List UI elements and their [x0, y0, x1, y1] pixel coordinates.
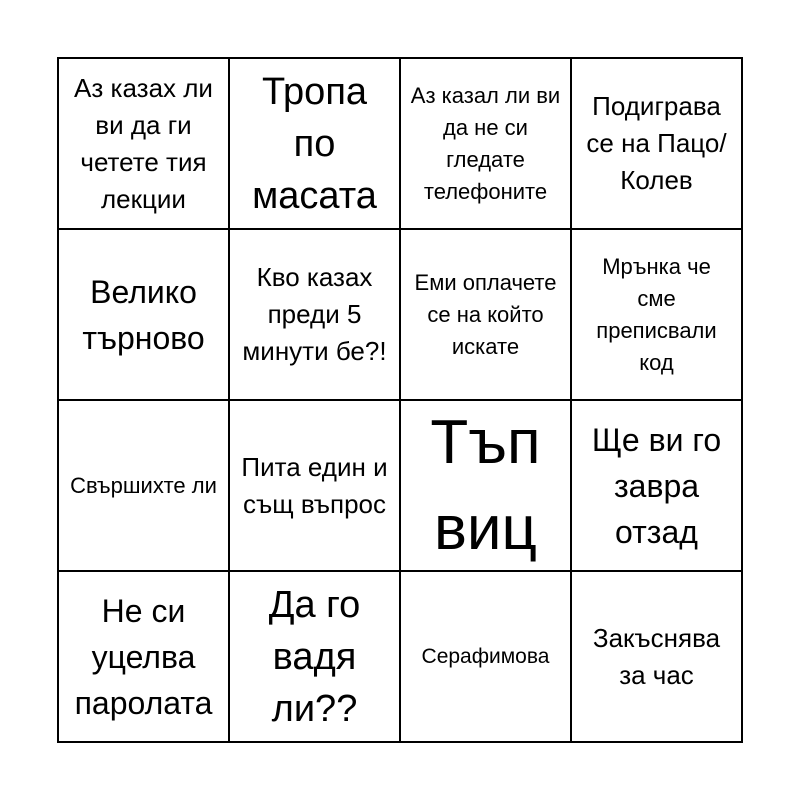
bingo-cell-r3c4[interactable]	[572, 401, 743, 572]
cell-text: Аз казал ли ви да не си гледате телефоните	[410, 82, 561, 204]
bingo-cell-r3c3-free[interactable]	[401, 401, 572, 572]
cell-text: Тропа по масата	[252, 70, 377, 217]
bingo-cell-r1c2[interactable]	[230, 59, 401, 230]
cell-text: Не си уцелва паролата	[74, 592, 213, 721]
cell-text: Ще ви го завра отзад	[591, 421, 722, 550]
bingo-cell-r1c4[interactable]	[572, 59, 743, 230]
bingo-board	[57, 57, 743, 743]
bingo-cell-r1c1[interactable]	[59, 59, 230, 230]
cell-text: Еми оплачете се на който искате	[414, 269, 557, 359]
bingo-cell-r4c4[interactable]	[572, 572, 743, 743]
bingo-cell-r2c1[interactable]	[59, 230, 230, 401]
bingo-cell-r4c2[interactable]	[230, 572, 401, 743]
bingo-cell-r2c2[interactable]	[230, 230, 401, 401]
cell-text: Пита един и същ въпрос	[241, 451, 388, 519]
cell-text: Закъснява за час	[592, 622, 721, 690]
bingo-cell-r2c4[interactable]	[572, 230, 743, 401]
cell-text: Свършихте ли	[70, 472, 217, 498]
bingo-cell-r4c1[interactable]	[59, 572, 230, 743]
bingo-cell-r2c3[interactable]	[401, 230, 572, 401]
cell-text: Да го вадя ли??	[268, 583, 361, 730]
cell-text: Подиграва се на Пацо/ Колев	[586, 91, 727, 195]
bingo-cell-r4c3[interactable]	[401, 572, 572, 743]
bingo-cell-r3c1[interactable]	[59, 401, 230, 572]
cell-text: Кво казах преди 5 минути бе?!	[242, 262, 387, 366]
cell-text: Мрънка че сме преписвали код	[596, 253, 717, 375]
cell-text: Аз казах ли ви да ги четете тия лекции	[74, 72, 213, 214]
bingo-cell-r1c3[interactable]	[401, 59, 572, 230]
bingo-cell-r3c2[interactable]	[230, 401, 401, 572]
cell-text: Тъп виц	[430, 407, 541, 563]
cell-text: Серафимова	[421, 644, 550, 668]
cell-text: Велико търново	[82, 273, 205, 356]
